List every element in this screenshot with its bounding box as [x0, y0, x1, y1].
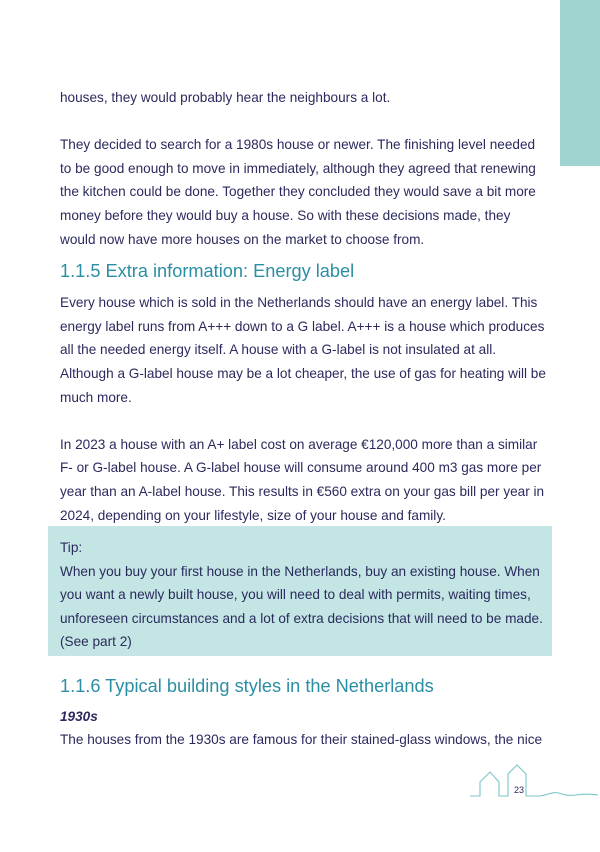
page-number: 23 — [513, 785, 524, 795]
paragraph-energy-label-cost: In 2023 a house with an A+ label cost on average €120,000 more than a similar F- or G-label house. A G-label house will consume around 400 m3 gas more per year than an A-label house. This results in €560 extra on your gas bill per year in 2024, depending on your lifestyle, size of your house and family. — [60, 436, 545, 523]
paragraph-energy-label-intro: Every house which is sold in the Netherlands should have an energy label. This energy label runs from A+++ down to a G label. A+++ is a house which produces all the needed energy itself. A house with a G-label is not insulated at all. Although a G-label house may be a lot cheaper, the use of gas for heating will be much more. — [60, 295, 546, 405]
section-heading-energy-label: 1.1.5 Extra information: Energy label — [60, 261, 355, 282]
house-outline-icon — [468, 760, 600, 802]
main-content — [60, 86, 546, 527]
tip-text: When you buy your first house in the Netherlands, buy an existing house. When you want a newly built house, you will need to deal with permits, waiting times, unforeseen circumstances and a lot of extra decisions that will need to be made. (See part 2) — [60, 563, 543, 650]
tip-label: Tip: — [60, 540, 83, 555]
subheading-1930s: 1930s — [60, 709, 98, 724]
section-heading-building-styles: 1.1.6 Typical building styles in the Netherlands — [60, 676, 434, 696]
side-color-tab — [560, 0, 600, 166]
paragraph-continuation: houses, they would probably hear the neighbours a lot. — [60, 90, 391, 105]
tip-box — [48, 526, 552, 656]
paragraph-search-decision: They decided to search for a 1980s house or newer. The finishing level needed to be good enough to move in immediately, although they agreed that renewing the kitchen could be done. Together they concluded they would save a bit more money before they would buy a house. So with these decisions made, they would now have more houses on the market to choose from. — [60, 137, 536, 247]
paragraph-1930s: The houses from the 1930s are famous for their stained-glass windows, the nice — [60, 732, 543, 747]
